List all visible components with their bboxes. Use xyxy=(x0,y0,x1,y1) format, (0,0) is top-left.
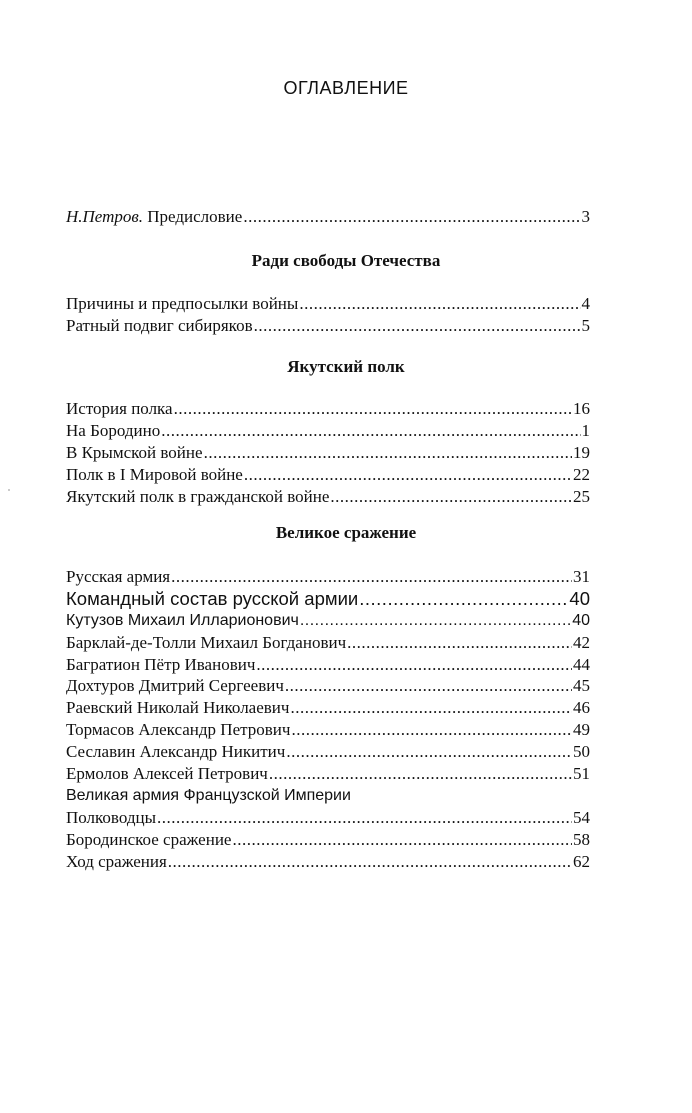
entry-title: Ратный подвиг сибиряков xyxy=(66,315,253,335)
dot-leader xyxy=(299,293,580,315)
toc-entry[interactable] xyxy=(66,719,590,741)
page-number: 3 xyxy=(581,207,590,226)
dot-leader xyxy=(290,697,572,719)
toc-entry[interactable] xyxy=(66,632,590,654)
dot-leader xyxy=(157,807,572,829)
entry-title: Барклай-де-Толли Михаил Богданович xyxy=(66,632,347,652)
page-number: 1 xyxy=(581,420,590,440)
dot-leader xyxy=(204,442,572,464)
dot-leader xyxy=(168,851,572,873)
entry-title: Командный состав русской армии xyxy=(66,587,359,609)
toc-entry[interactable] xyxy=(66,442,590,464)
section-title: Ради свободы Отечества xyxy=(251,251,441,270)
page-number: 16 xyxy=(573,399,590,418)
dot-leader xyxy=(161,420,580,442)
entry-title: Багратион Пётр Иванович xyxy=(66,654,256,674)
entry-title: Бородинское сражение xyxy=(66,829,232,849)
entry-title: Ход сражения xyxy=(66,851,167,871)
page-number: 51 xyxy=(573,764,590,784)
toc-entry[interactable] xyxy=(66,610,590,632)
entry-title: Якутский полк в гражданской войне xyxy=(66,486,330,506)
page-number: 25 xyxy=(573,486,590,506)
preface-block xyxy=(66,206,590,228)
dot-leader xyxy=(291,719,572,741)
toc-entry[interactable] xyxy=(66,829,590,851)
page-number: 4 xyxy=(581,294,590,313)
entry-title xyxy=(66,206,242,228)
dot-leader xyxy=(347,632,572,654)
preface-title: Предисловие xyxy=(147,207,243,226)
dot-leader xyxy=(174,398,572,420)
page-number: 49 xyxy=(573,720,590,740)
dot-leader xyxy=(285,675,572,697)
toc-entry[interactable] xyxy=(66,293,590,315)
preface-author: Н.Петров. xyxy=(66,207,144,226)
dot-leader xyxy=(286,741,572,763)
toc-entry[interactable] xyxy=(66,763,590,785)
page-number: 44 xyxy=(573,654,590,674)
page-number: 5 xyxy=(581,315,590,335)
page-number: 50 xyxy=(573,742,590,762)
toc-entry[interactable] xyxy=(66,315,590,337)
dot-leader xyxy=(256,654,572,676)
section-title: Великое сражение xyxy=(275,523,417,542)
entry-title: На Бородино xyxy=(66,420,161,440)
entry-title: Кутузов Михаил Илларионович xyxy=(66,611,299,629)
page-number: 45 xyxy=(573,676,590,696)
toc-entry[interactable] xyxy=(66,654,590,676)
dot-leader xyxy=(300,610,571,632)
dot-leader xyxy=(269,763,572,785)
entry-title: В Крымской войне xyxy=(66,442,203,462)
page-number: 40 xyxy=(572,611,590,629)
section-entries xyxy=(66,398,590,507)
dot-leader xyxy=(254,315,581,337)
toc-entry[interactable] xyxy=(66,464,590,486)
toc-entry[interactable] xyxy=(66,807,590,829)
entry-title: Русская армия xyxy=(66,567,171,586)
page-number: 54 xyxy=(573,807,590,827)
entry-title: Сеславин Александр Никитич xyxy=(66,742,286,762)
section-title: Якутский полк xyxy=(287,357,405,376)
entry-title: Ермолов Алексей Петрович xyxy=(66,764,268,784)
entry-title: Дохтуров Дмитрий Сергеевич xyxy=(66,676,284,696)
toc-entry[interactable] xyxy=(66,675,590,697)
toc-entry[interactable] xyxy=(66,588,590,610)
toc-entry[interactable] xyxy=(66,697,590,719)
dot-leader xyxy=(232,829,572,851)
toc-entry[interactable] xyxy=(66,398,590,420)
entry-title: Полк в I Мировой войне xyxy=(66,464,243,484)
toc-entry[interactable] xyxy=(66,741,590,763)
page-number: 22 xyxy=(573,464,590,484)
section-entries xyxy=(66,293,590,337)
dot-leader xyxy=(359,588,568,610)
section-entries xyxy=(66,566,590,872)
toc-entry-preface[interactable] xyxy=(66,206,590,228)
toc-entry-no-page[interactable] xyxy=(66,785,590,807)
dot-leader xyxy=(171,566,572,588)
toc-entry[interactable] xyxy=(66,566,590,588)
page-number: 62 xyxy=(573,851,590,871)
dot-leader xyxy=(244,464,572,486)
page-number: 40 xyxy=(569,587,590,609)
entry-title: Раевский Николай Николаевич xyxy=(66,698,290,718)
dot-leader xyxy=(330,486,572,508)
page-number: 46 xyxy=(573,698,590,718)
page-number: 19 xyxy=(573,442,590,462)
page-number: 42 xyxy=(573,632,590,652)
entry-title: Тормасов Александр Петрович xyxy=(66,720,291,740)
toc-heading: ОГЛАВЛЕНИЕ xyxy=(283,78,409,98)
toc-entry[interactable] xyxy=(66,486,590,508)
page-number: 58 xyxy=(573,829,590,849)
toc-entry[interactable] xyxy=(66,420,590,442)
entry-title: История полка xyxy=(66,399,173,418)
toc-entry[interactable] xyxy=(66,851,590,873)
page-number: 31 xyxy=(573,567,590,586)
entry-title: Великая армия Французской Империи xyxy=(66,786,351,804)
entry-title: Причины и предпосылки войны xyxy=(66,294,299,313)
entry-title: Полководцы xyxy=(66,807,157,827)
dot-leader xyxy=(243,206,580,228)
scan-speck xyxy=(8,489,10,491)
